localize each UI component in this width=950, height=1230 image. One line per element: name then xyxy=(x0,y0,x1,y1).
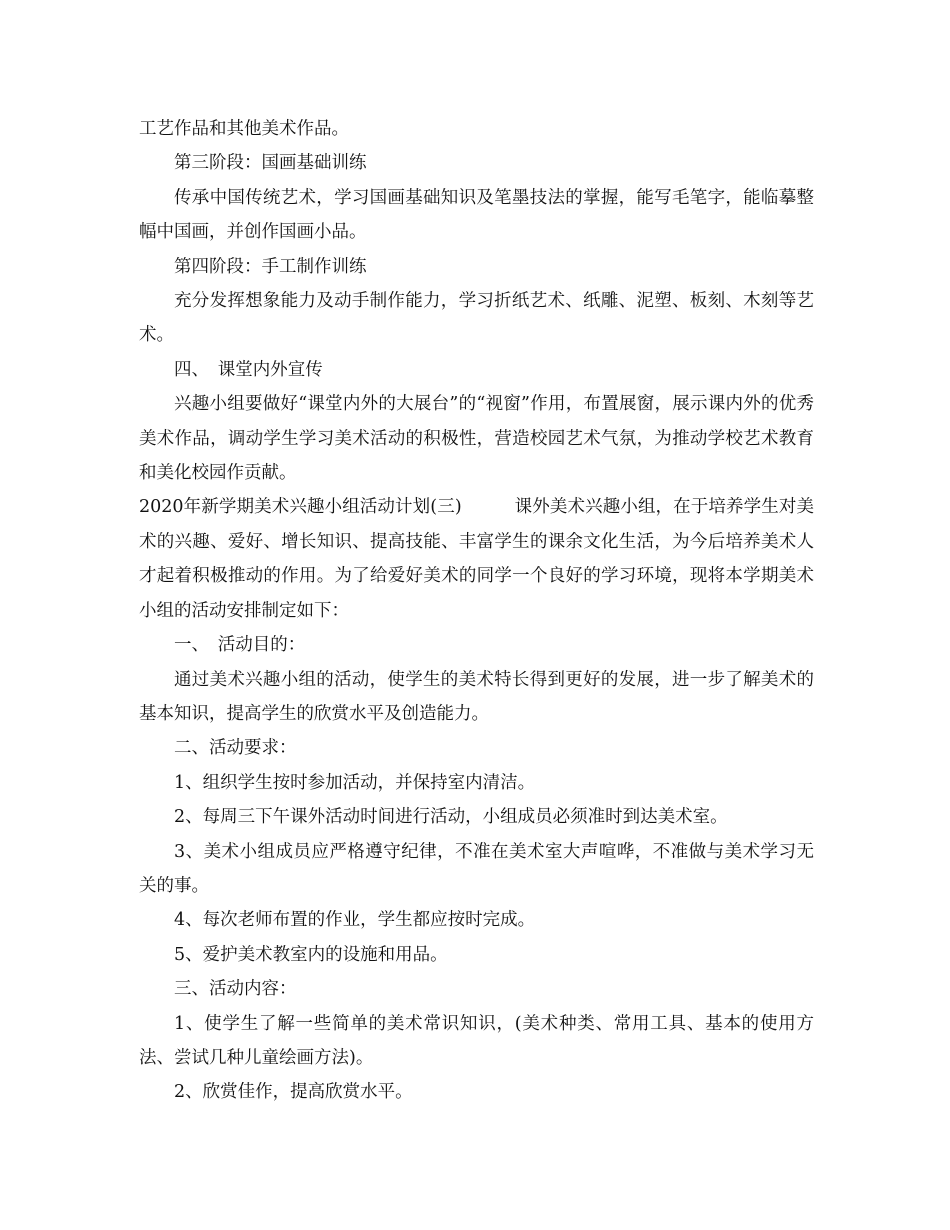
section-heading: 第四阶段：手工制作训练 xyxy=(174,256,367,277)
section-heading: 二、活动要求： xyxy=(174,738,297,759)
list-item: 4、每次老师布置的作业，学生都应按时完成。 xyxy=(174,910,536,931)
list-item: 2、欣赏佳作，提高欣赏水平。 xyxy=(174,1082,413,1103)
section-heading: 四、 课堂内外宣传 xyxy=(174,359,323,380)
paragraph: 充分发挥想象能力及动手制作能力，学习折纸艺术、纸雕、泥塑、板刻、木刻等艺术。 xyxy=(139,291,814,346)
list-item: 3、美术小组成员应严格遵守纪律，不准在美术室大声喧哗，不准做与美术学习无关的事。 xyxy=(139,841,814,896)
list-item: 2、每周三下午课外活动时间进行活动，小组成员必须准时到达美术室。 xyxy=(174,807,728,828)
paragraph: 工艺作品和其他美术作品。 xyxy=(139,119,349,139)
section-heading: 三、活动内容： xyxy=(174,979,297,1000)
plan-title-paragraph: 2020年新学期美术兴趣小组活动计划(三) 课外美术兴趣小组，在于培养学生对美术的兴趣、爱好、增长知识、提高技能、丰富学生的课余文化生活，为今后培养美术人才起着积极推动的作用。为了给爱好美术的同学一个良好的学习环境，现将本学期美术小组的活动安排制定如下： xyxy=(139,497,814,621)
list-item: 5、爱护美术教室内的设施和用品。 xyxy=(174,944,448,965)
paragraph: 通过美术兴趣小组的活动，使学生的美术特长得到更好的发展，进一步了解美术的基本知识，提高学生的欣赏水平及创造能力。 xyxy=(139,669,814,724)
section-heading: 第三阶段：国画基础训练 xyxy=(174,153,367,174)
list-item: 1、使学生了解一些简单的美术常识知识，(美术种类、常用工具、基本的使用方法、尝试几种儿童绘画方法)。 xyxy=(139,1013,814,1068)
document-body xyxy=(139,112,814,1110)
paragraph: 兴趣小组要做好“课堂内外的大展台”的“视窗”作用，布置展窗，展示课内外的优秀美术作品，调动学生学习美术活动的积极性，营造校园艺术气氛，为推动学校艺术教育和美化校园作贡献。 xyxy=(139,394,814,484)
paragraph: 传承中国传统艺术，学习国画基础知识及笔墨技法的掌握，能写毛笔字，能临摹整幅中国画，并创作国画小品。 xyxy=(139,187,814,243)
list-item: 1、组织学生按时参加活动，并保持室内清洁。 xyxy=(174,772,536,793)
section-heading: 一、 活动目的： xyxy=(174,635,306,656)
